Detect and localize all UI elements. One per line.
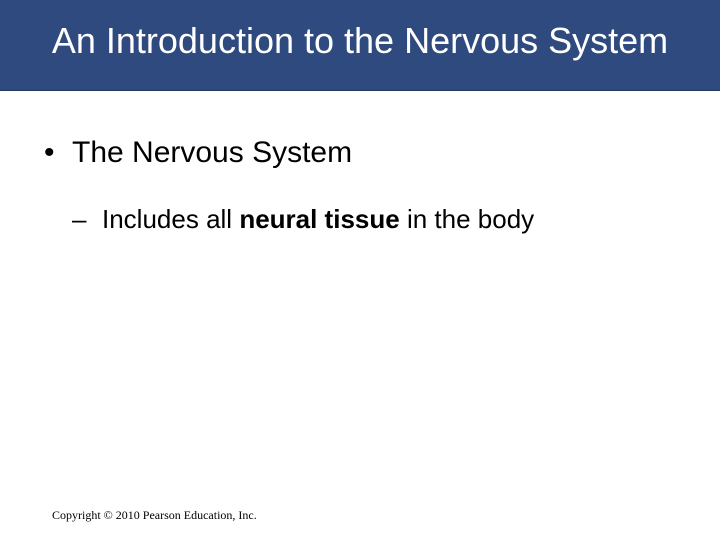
sub-bullet-item [72,202,534,236]
title-bar [0,0,720,91]
sub-bullet-prefix: Includes all [102,204,240,234]
bullet-icon: • [44,136,55,169]
main-bullet-text: The Nervous System [72,136,353,169]
dash-icon: – [72,204,87,234]
sub-bullet-suffix: in the body [399,204,535,234]
main-bullet-item [44,134,352,172]
sub-bullet-text [102,202,534,236]
copyright-footer: Copyright © 2010 Pearson Education, Inc. [52,508,257,522]
sub-bullet-emphasis: neural tissue [239,204,400,234]
slide-title: An Introduction to the Nervous System [51,20,669,61]
